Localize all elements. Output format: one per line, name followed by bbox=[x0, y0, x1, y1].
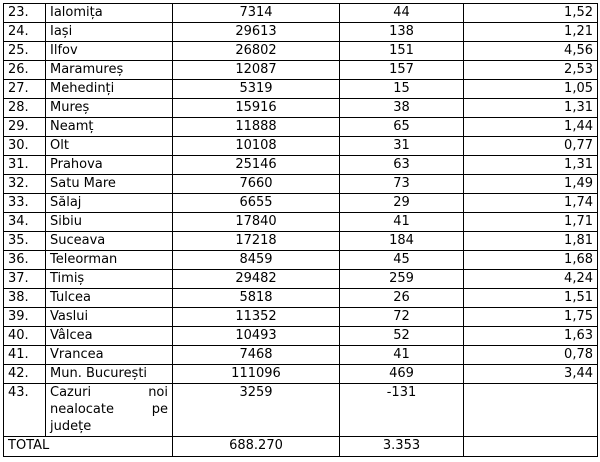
total-rate-cell bbox=[464, 437, 598, 457]
new-cases-cell: 52 bbox=[340, 327, 464, 346]
new-cases-cell: 469 bbox=[340, 365, 464, 384]
county-name: Maramureș bbox=[46, 61, 173, 80]
table-row bbox=[4, 232, 598, 251]
cases-total-cell: 6655 bbox=[173, 194, 340, 213]
table-body bbox=[4, 4, 598, 457]
cases-total-cell: 26802 bbox=[173, 42, 340, 61]
new-cases-cell: 41 bbox=[340, 213, 464, 232]
total-cases-cell: 688.270 bbox=[173, 437, 340, 457]
cases-total-cell: 7468 bbox=[173, 346, 340, 365]
cases-total-cell: 25146 bbox=[173, 156, 340, 175]
rate-cell: 2,53 bbox=[464, 61, 598, 80]
row-number: 35. bbox=[4, 232, 46, 251]
row-number: 40. bbox=[4, 327, 46, 346]
cases-total-cell: 5319 bbox=[173, 80, 340, 99]
rate-cell: 4,24 bbox=[464, 270, 598, 289]
new-cases-cell: 157 bbox=[340, 61, 464, 80]
new-cases-cell: 65 bbox=[340, 118, 464, 137]
rate-cell: 1,51 bbox=[464, 289, 598, 308]
table-row bbox=[4, 327, 598, 346]
cases-total-cell: 29482 bbox=[173, 270, 340, 289]
total-new-cases-cell: 3.353 bbox=[340, 437, 464, 457]
row-number: 28. bbox=[4, 99, 46, 118]
label-line: județe bbox=[50, 419, 92, 434]
county-name bbox=[46, 384, 173, 437]
rate-cell: 1,75 bbox=[464, 308, 598, 327]
row-number: 33. bbox=[4, 194, 46, 213]
table-row bbox=[4, 4, 598, 23]
county-name: Satu Mare bbox=[46, 175, 173, 194]
county-name: Teleorman bbox=[46, 251, 173, 270]
table-row bbox=[4, 251, 598, 270]
row-number: 29. bbox=[4, 118, 46, 137]
rate-cell: 3,44 bbox=[464, 365, 598, 384]
table-row bbox=[4, 23, 598, 42]
county-name: Ialomița bbox=[46, 4, 173, 23]
cases-total-cell: 8459 bbox=[173, 251, 340, 270]
rate-cell: 1,31 bbox=[464, 99, 598, 118]
cases-total-cell: 11888 bbox=[173, 118, 340, 137]
table-row bbox=[4, 175, 598, 194]
new-cases-cell: 73 bbox=[340, 175, 464, 194]
cases-total-cell: 10493 bbox=[173, 327, 340, 346]
cases-total-cell: 15916 bbox=[173, 99, 340, 118]
row-number: 41. bbox=[4, 346, 46, 365]
table-row bbox=[4, 137, 598, 156]
rate-cell: 1,68 bbox=[464, 251, 598, 270]
county-cases-table bbox=[3, 3, 598, 457]
row-number: 39. bbox=[4, 308, 46, 327]
rate-cell: 1,05 bbox=[464, 80, 598, 99]
row-number: 24. bbox=[4, 23, 46, 42]
table-row bbox=[4, 213, 598, 232]
cases-total-cell: 7314 bbox=[173, 4, 340, 23]
new-cases-cell: 15 bbox=[340, 80, 464, 99]
row-number: 36. bbox=[4, 251, 46, 270]
row-number: 43. bbox=[4, 384, 46, 437]
table-row bbox=[4, 99, 598, 118]
county-name: Timiș bbox=[46, 270, 173, 289]
table-row bbox=[4, 80, 598, 99]
table-row bbox=[4, 308, 598, 327]
county-name: Prahova bbox=[46, 156, 173, 175]
county-name: Mun. București bbox=[46, 365, 173, 384]
county-name: Ilfov bbox=[46, 42, 173, 61]
county-name: Mehedinți bbox=[46, 80, 173, 99]
table-row bbox=[4, 156, 598, 175]
new-cases-cell: 138 bbox=[340, 23, 464, 42]
table-row bbox=[4, 365, 598, 384]
county-name: Tulcea bbox=[46, 289, 173, 308]
new-cases-cell: 72 bbox=[340, 308, 464, 327]
rate-cell: 1,31 bbox=[464, 156, 598, 175]
county-name: Sălaj bbox=[46, 194, 173, 213]
county-name: Mureș bbox=[46, 99, 173, 118]
rate-cell: 1,44 bbox=[464, 118, 598, 137]
table-row bbox=[4, 270, 598, 289]
new-cases-cell: -131 bbox=[340, 384, 464, 437]
table-row bbox=[4, 61, 598, 80]
rate-cell: 4,56 bbox=[464, 42, 598, 61]
row-number: 37. bbox=[4, 270, 46, 289]
row-number: 32. bbox=[4, 175, 46, 194]
county-name: Olt bbox=[46, 137, 173, 156]
new-cases-cell: 31 bbox=[340, 137, 464, 156]
new-cases-cell: 38 bbox=[340, 99, 464, 118]
cases-total-cell: 111096 bbox=[173, 365, 340, 384]
county-name: Vrancea bbox=[46, 346, 173, 365]
row-number: 31. bbox=[4, 156, 46, 175]
new-cases-cell: 259 bbox=[340, 270, 464, 289]
label-line: nealocate pe bbox=[50, 402, 168, 417]
cases-total-cell: 5818 bbox=[173, 289, 340, 308]
table-row bbox=[4, 42, 598, 61]
new-cases-cell: 45 bbox=[340, 251, 464, 270]
new-cases-cell: 44 bbox=[340, 4, 464, 23]
row-number: 30. bbox=[4, 137, 46, 156]
rate-cell: 0,77 bbox=[464, 137, 598, 156]
county-name: Neamț bbox=[46, 118, 173, 137]
total-label: TOTAL bbox=[4, 437, 173, 457]
rate-cell: 1,52 bbox=[464, 4, 598, 23]
row-number: 23. bbox=[4, 4, 46, 23]
row-number: 38. bbox=[4, 289, 46, 308]
rate-cell: 1,74 bbox=[464, 194, 598, 213]
new-cases-cell: 63 bbox=[340, 156, 464, 175]
cases-total-cell: 10108 bbox=[173, 137, 340, 156]
table-row bbox=[4, 118, 598, 137]
rate-cell: 1,63 bbox=[464, 327, 598, 346]
table-row bbox=[4, 346, 598, 365]
row-number: 42. bbox=[4, 365, 46, 384]
row-number: 25. bbox=[4, 42, 46, 61]
cases-total-cell: 7660 bbox=[173, 175, 340, 194]
county-name: Sibiu bbox=[46, 213, 173, 232]
new-cases-cell: 184 bbox=[340, 232, 464, 251]
county-name: Iași bbox=[46, 23, 173, 42]
rate-cell: 1,21 bbox=[464, 23, 598, 42]
rate-cell: 0,78 bbox=[464, 346, 598, 365]
new-cases-cell: 29 bbox=[340, 194, 464, 213]
cases-total-cell: 3259 bbox=[173, 384, 340, 437]
rate-cell: 1,71 bbox=[464, 213, 598, 232]
table-row bbox=[4, 289, 598, 308]
cases-total-cell: 17840 bbox=[173, 213, 340, 232]
rate-cell: 1,81 bbox=[464, 232, 598, 251]
row-number: 27. bbox=[4, 80, 46, 99]
rate-cell: 1,49 bbox=[464, 175, 598, 194]
new-cases-cell: 41 bbox=[340, 346, 464, 365]
cases-total-cell: 17218 bbox=[173, 232, 340, 251]
table-row-unallocated bbox=[4, 384, 598, 437]
row-number: 34. bbox=[4, 213, 46, 232]
county-name: Suceava bbox=[46, 232, 173, 251]
cases-total-cell: 11352 bbox=[173, 308, 340, 327]
new-cases-cell: 26 bbox=[340, 289, 464, 308]
cases-total-cell: 29613 bbox=[173, 23, 340, 42]
table-row-total bbox=[4, 437, 598, 457]
new-cases-cell: 151 bbox=[340, 42, 464, 61]
county-name: Vâlcea bbox=[46, 327, 173, 346]
table-row bbox=[4, 194, 598, 213]
rate-cell bbox=[464, 384, 598, 437]
cases-total-cell: 12087 bbox=[173, 61, 340, 80]
county-name: Vaslui bbox=[46, 308, 173, 327]
row-number: 26. bbox=[4, 61, 46, 80]
label-line: Cazuri noi bbox=[50, 385, 168, 400]
